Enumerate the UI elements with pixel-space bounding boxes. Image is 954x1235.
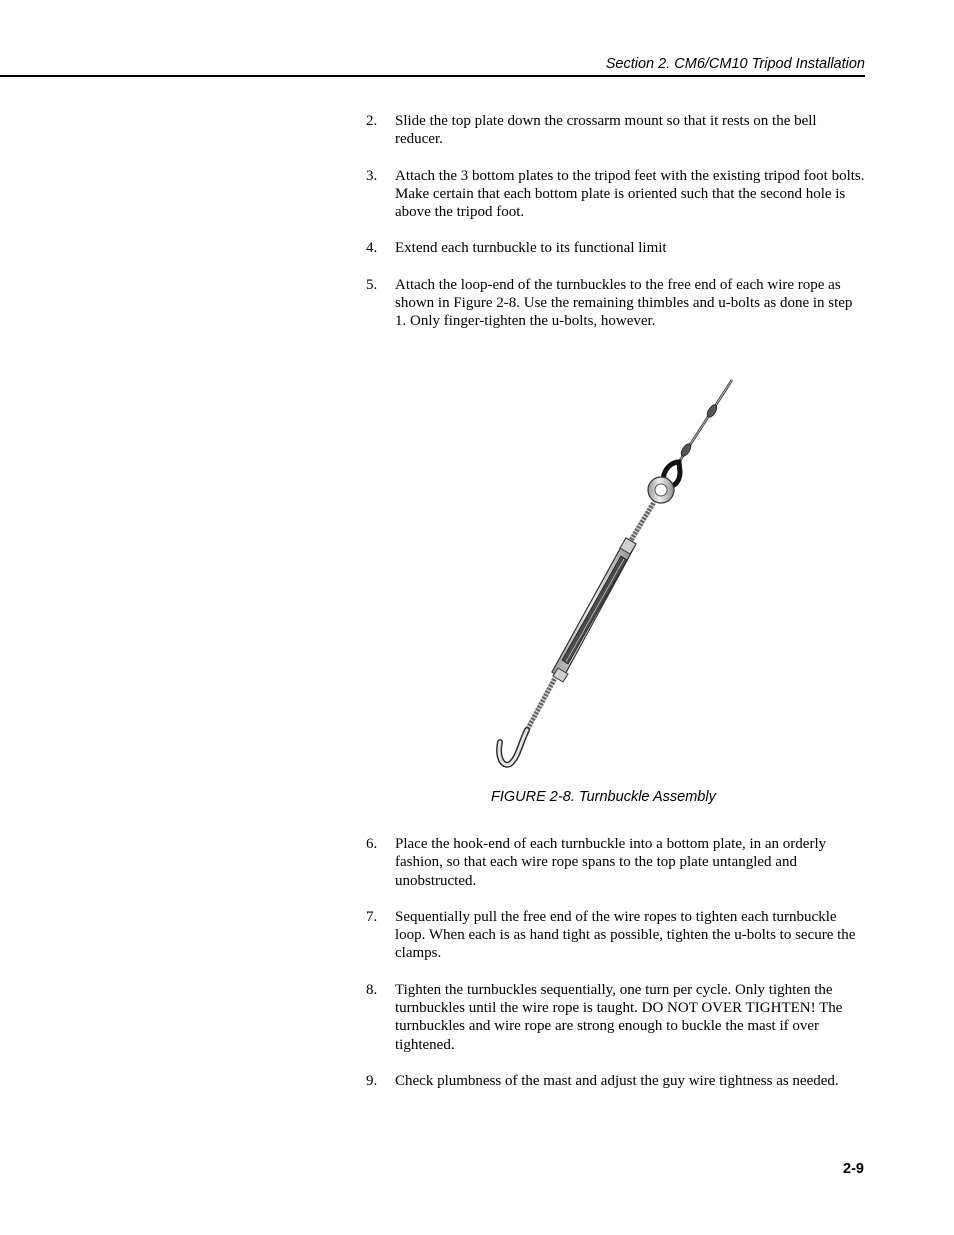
eye-bolt-ring <box>648 477 674 503</box>
section-title: Section 2. CM6/CM10 Tripod Installation <box>605 56 865 72</box>
lower-threaded-rod <box>525 678 555 734</box>
step-item <box>366 908 866 963</box>
step-number: 4. <box>366 240 378 257</box>
step-text: Attach the loop-end of the turnbuckles to the free end of each wire rope as shown in Figure 2-8. Use the remaining thimbles and u-bolts as done in step 1. Only finger-tighten the u-bolts, however. <box>395 276 853 330</box>
step-text: Check plumbness of the mast and adjust the guy wire tightness as needed. <box>395 1072 839 1089</box>
page-number: 2-9 <box>843 1161 864 1177</box>
step-number: 7. <box>366 908 378 925</box>
step-number: 2. <box>366 113 378 129</box>
step-text: Attach the 3 bottom plates to the tripod feet with the existing tripod foot bolts. Make certain that each bottom plate is oriented such that the second hole is above the tripod foot. <box>395 167 865 221</box>
step-item <box>366 981 866 1054</box>
step-text: Extend each turnbuckle to its functional limit <box>395 240 667 257</box>
step-item <box>366 835 866 890</box>
step-item <box>366 239 866 257</box>
step-number: 3. <box>366 167 378 184</box>
page-header <box>0 54 865 77</box>
step-text: Tighten the turnbuckles sequentially, one turn per cycle. Only tighten the turnbuckles until the wire rope is taught. DO NOT OVER TIGHTEN! The turnbuckles and wire rope are strong enough to buckle the mast if over tightened. <box>395 981 843 1053</box>
step-number: 8. <box>366 981 378 998</box>
hook-end <box>499 730 527 765</box>
instruction-list-upper <box>366 112 866 349</box>
step-text: Slide the top plate down the crossarm mount so that it rests on the bell reducer. <box>395 113 817 148</box>
step-item <box>366 276 866 331</box>
step-item <box>366 167 866 222</box>
step-number: 9. <box>366 1072 378 1089</box>
instruction-list-lower <box>366 835 866 1108</box>
step-number: 5. <box>366 276 378 293</box>
step-item <box>366 112 866 149</box>
figure-caption: FIGURE 2-8. Turnbuckle Assembly <box>491 789 716 805</box>
step-item <box>366 1072 866 1090</box>
upper-threaded-rod <box>630 502 654 542</box>
turnbuckle-body <box>552 538 636 682</box>
step-number: 6. <box>366 836 378 852</box>
step-text: Place the hook-end of each turnbuckle into a bottom plate, in an orderly fashion, so that each wire rope spans to the top plate untangled and unobstructed. <box>395 836 827 889</box>
turnbuckle-illustration <box>480 372 750 772</box>
step-text: Sequentially pull the free end of the wire ropes to tighten each turnbuckle loop. When each is as hand tight as possible, tighten the u-bolts to secure the clamps. <box>395 908 856 962</box>
